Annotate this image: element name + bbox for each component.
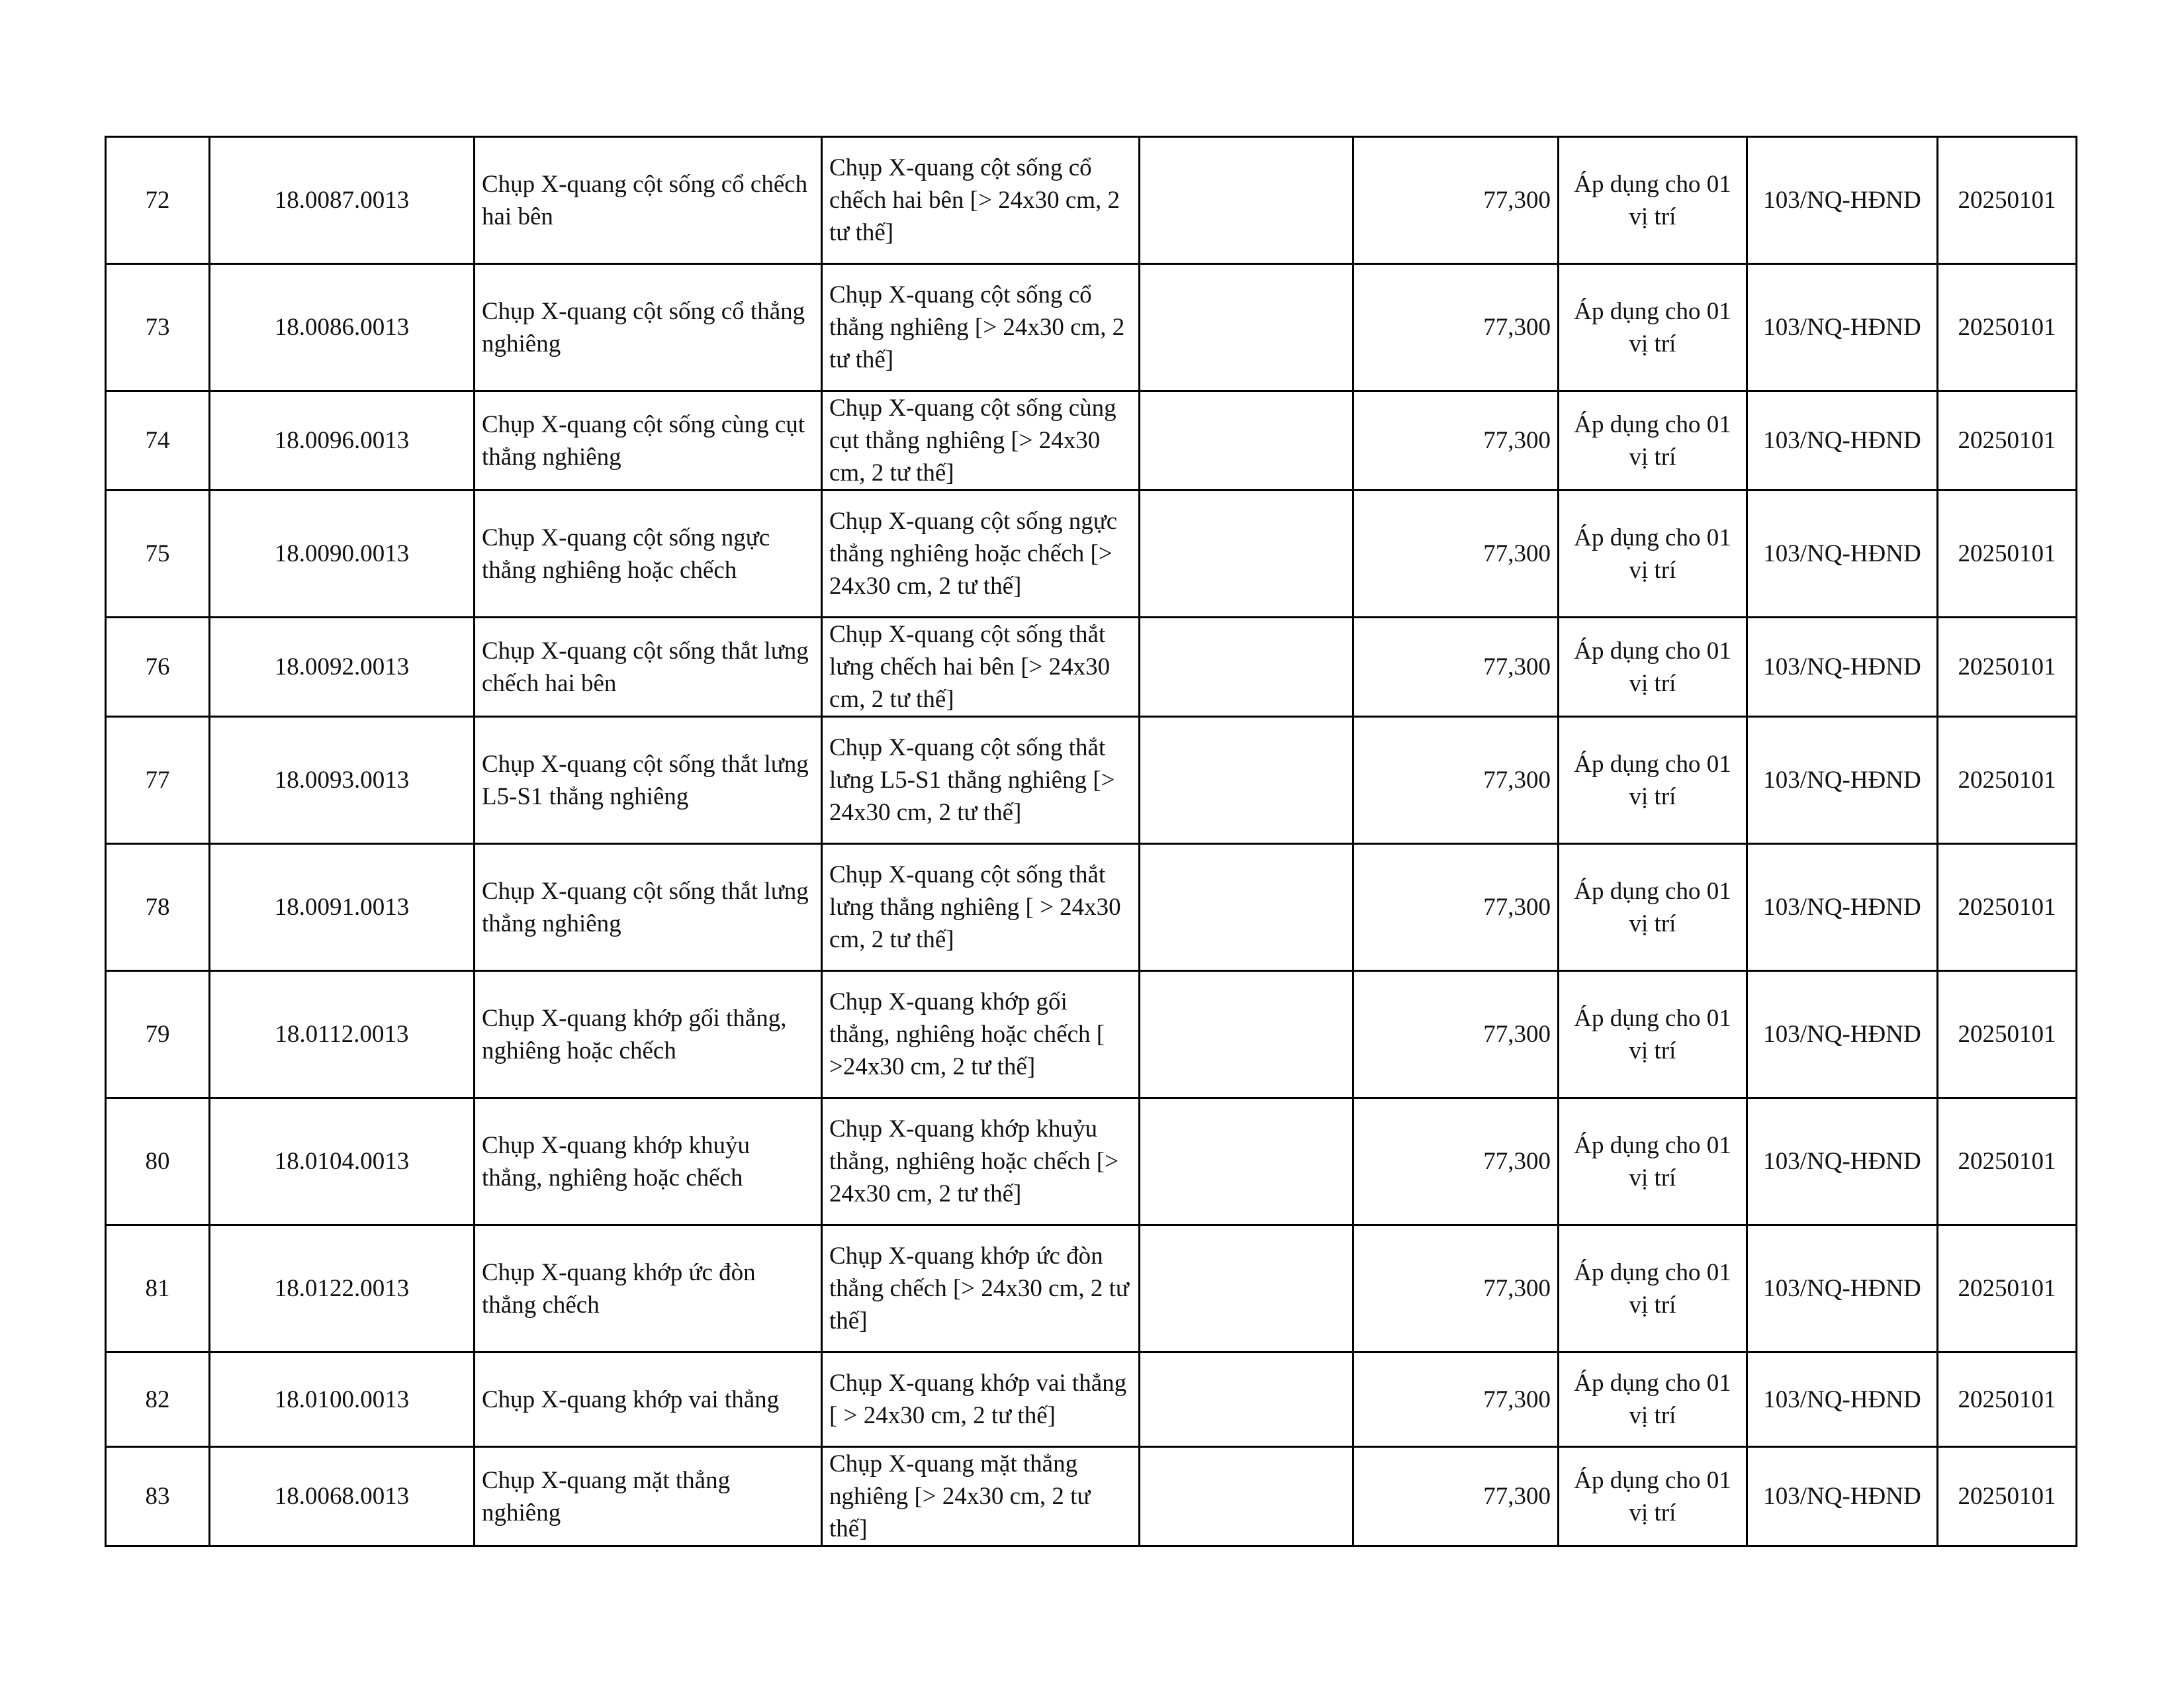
empty-cell: [1140, 491, 1353, 618]
table-row: [106, 971, 2077, 1098]
price-cell: 77,300: [1353, 971, 1559, 1098]
stt-cell: 83: [106, 1447, 210, 1546]
service-name-cell: Chụp X-quang khớp ức đòn thẳng chếch: [475, 1225, 822, 1352]
service-description-cell: Chụp X-quang cột sống cổ chếch hai bên [> 24x30 cm, 2 tư thế]: [822, 137, 1140, 264]
service-name-cell: Chụp X-quang cột sống thắt lưng L5-S1 thẳng nghiêng: [475, 717, 822, 844]
table-row: [106, 1225, 2077, 1352]
empty-cell: [1140, 1098, 1353, 1225]
table-row: [106, 1352, 2077, 1447]
service-name-cell: Chụp X-quang khớp gối thẳng, nghiêng hoặc chếch: [475, 971, 822, 1098]
service-code-cell: 18.0096.0013: [210, 391, 475, 491]
effective-date-cell: 20250101: [1938, 137, 2077, 264]
decision-cell: 103/NQ-HĐND: [1747, 717, 1938, 844]
empty-cell: [1140, 1352, 1353, 1447]
stt-cell: 81: [106, 1225, 210, 1352]
stt-cell: 78: [106, 844, 210, 971]
decision-cell: 103/NQ-HĐND: [1747, 264, 1938, 391]
effective-date-cell: 20250101: [1938, 264, 2077, 391]
decision-cell: 103/NQ-HĐND: [1747, 391, 1938, 491]
effective-date-cell: 20250101: [1938, 618, 2077, 717]
decision-cell: 103/NQ-HĐND: [1747, 137, 1938, 264]
price-cell: 77,300: [1353, 491, 1559, 618]
effective-date-cell: 20250101: [1938, 971, 2077, 1098]
table-row: [106, 491, 2077, 618]
service-name-cell: Chụp X-quang khớp khuỷu thẳng, nghiêng hoặc chếch: [475, 1098, 822, 1225]
price-table: [105, 136, 2077, 1547]
decision-cell: 103/NQ-HĐND: [1747, 491, 1938, 618]
service-description-cell: Chụp X-quang mặt thẳng nghiêng [> 24x30 cm, 2 tư thế]: [822, 1447, 1140, 1546]
empty-cell: [1140, 844, 1353, 971]
note-cell: Áp dụng cho 01 vị trí: [1559, 1098, 1747, 1225]
service-description-cell: Chụp X-quang cột sống thắt lưng chếch hai bên [> 24x30 cm, 2 tư thế]: [822, 618, 1140, 717]
service-description-cell: Chụp X-quang cột sống thắt lưng thẳng nghiêng [ > 24x30 cm, 2 tư thế]: [822, 844, 1140, 971]
effective-date-cell: 20250101: [1938, 1098, 2077, 1225]
note-cell: Áp dụng cho 01 vị trí: [1559, 1352, 1747, 1447]
price-cell: 77,300: [1353, 1225, 1559, 1352]
stt-cell: 80: [106, 1098, 210, 1225]
note-cell: Áp dụng cho 01 vị trí: [1559, 137, 1747, 264]
service-code-cell: 18.0112.0013: [210, 971, 475, 1098]
service-description-cell: Chụp X-quang cột sống ngực thẳng nghiêng hoặc chếch [> 24x30 cm, 2 tư thế]: [822, 491, 1140, 618]
price-cell: 77,300: [1353, 1447, 1559, 1546]
note-cell: Áp dụng cho 01 vị trí: [1559, 264, 1747, 391]
note-cell: Áp dụng cho 01 vị trí: [1559, 971, 1747, 1098]
note-cell: Áp dụng cho 01 vị trí: [1559, 618, 1747, 717]
service-name-cell: Chụp X-quang cột sống ngực thẳng nghiêng hoặc chếch: [475, 491, 822, 618]
stt-cell: 73: [106, 264, 210, 391]
table-row: [106, 137, 2077, 264]
note-cell: Áp dụng cho 01 vị trí: [1559, 391, 1747, 491]
empty-cell: [1140, 971, 1353, 1098]
service-code-cell: 18.0087.0013: [210, 137, 475, 264]
service-name-cell: Chụp X-quang cột sống cổ thẳng nghiêng: [475, 264, 822, 391]
service-description-cell: Chụp X-quang cột sống cổ thẳng nghiêng [> 24x30 cm, 2 tư thế]: [822, 264, 1140, 391]
empty-cell: [1140, 264, 1353, 391]
effective-date-cell: 20250101: [1938, 491, 2077, 618]
decision-cell: 103/NQ-HĐND: [1747, 844, 1938, 971]
service-name-cell: Chụp X-quang cột sống thắt lưng thẳng nghiêng: [475, 844, 822, 971]
service-code-cell: 18.0086.0013: [210, 264, 475, 391]
decision-cell: 103/NQ-HĐND: [1747, 618, 1938, 717]
service-name-cell: Chụp X-quang cột sống cùng cụt thẳng nghiêng: [475, 391, 822, 491]
price-cell: 77,300: [1353, 844, 1559, 971]
price-cell: 77,300: [1353, 1352, 1559, 1447]
effective-date-cell: 20250101: [1938, 717, 2077, 844]
price-cell: 77,300: [1353, 264, 1559, 391]
service-code-cell: 18.0092.0013: [210, 618, 475, 717]
table-row: [106, 264, 2077, 391]
decision-cell: 103/NQ-HĐND: [1747, 1352, 1938, 1447]
service-name-cell: Chụp X-quang cột sống cổ chếch hai bên: [475, 137, 822, 264]
service-description-cell: Chụp X-quang cột sống cùng cụt thẳng nghiêng [> 24x30 cm, 2 tư thế]: [822, 391, 1140, 491]
note-cell: Áp dụng cho 01 vị trí: [1559, 1447, 1747, 1546]
stt-cell: 77: [106, 717, 210, 844]
effective-date-cell: 20250101: [1938, 1225, 2077, 1352]
service-name-cell: Chụp X-quang cột sống thắt lưng chếch hai bên: [475, 618, 822, 717]
stt-cell: 76: [106, 618, 210, 717]
stt-cell: 72: [106, 137, 210, 264]
service-description-cell: Chụp X-quang khớp ức đòn thẳng chếch [> 24x30 cm, 2 tư thế]: [822, 1225, 1140, 1352]
decision-cell: 103/NQ-HĐND: [1747, 1447, 1938, 1546]
service-code-cell: 18.0122.0013: [210, 1225, 475, 1352]
table-row: [106, 618, 2077, 717]
note-cell: Áp dụng cho 01 vị trí: [1559, 491, 1747, 618]
table-row: [106, 717, 2077, 844]
service-name-cell: Chụp X-quang mặt thẳng nghiêng: [475, 1447, 822, 1546]
empty-cell: [1140, 391, 1353, 491]
service-description-cell: Chụp X-quang khớp gối thẳng, nghiêng hoặc chếch [ >24x30 cm, 2 tư thế]: [822, 971, 1140, 1098]
table-row: [106, 391, 2077, 491]
decision-cell: 103/NQ-HĐND: [1747, 1225, 1938, 1352]
table-row: [106, 1098, 2077, 1225]
effective-date-cell: 20250101: [1938, 1447, 2077, 1546]
decision-cell: 103/NQ-HĐND: [1747, 971, 1938, 1098]
service-code-cell: 18.0068.0013: [210, 1447, 475, 1546]
service-description-cell: Chụp X-quang khớp vai thẳng [ > 24x30 cm, 2 tư thế]: [822, 1352, 1140, 1447]
table-row: [106, 1447, 2077, 1546]
empty-cell: [1140, 137, 1353, 264]
note-cell: Áp dụng cho 01 vị trí: [1559, 844, 1747, 971]
stt-cell: 74: [106, 391, 210, 491]
service-code-cell: 18.0104.0013: [210, 1098, 475, 1225]
stt-cell: 82: [106, 1352, 210, 1447]
price-cell: 77,300: [1353, 137, 1559, 264]
effective-date-cell: 20250101: [1938, 391, 2077, 491]
decision-cell: 103/NQ-HĐND: [1747, 1098, 1938, 1225]
price-cell: 77,300: [1353, 391, 1559, 491]
note-cell: Áp dụng cho 01 vị trí: [1559, 717, 1747, 844]
stt-cell: 75: [106, 491, 210, 618]
note-cell: Áp dụng cho 01 vị trí: [1559, 1225, 1747, 1352]
service-code-cell: 18.0091.0013: [210, 844, 475, 971]
service-name-cell: Chụp X-quang khớp vai thẳng: [475, 1352, 822, 1447]
service-description-cell: Chụp X-quang khớp khuỷu thẳng, nghiêng hoặc chếch [> 24x30 cm, 2 tư thế]: [822, 1098, 1140, 1225]
service-code-cell: 18.0090.0013: [210, 491, 475, 618]
service-description-cell: Chụp X-quang cột sống thắt lưng L5-S1 thẳng nghiêng [> 24x30 cm, 2 tư thế]: [822, 717, 1140, 844]
price-cell: 77,300: [1353, 1098, 1559, 1225]
effective-date-cell: 20250101: [1938, 1352, 2077, 1447]
empty-cell: [1140, 618, 1353, 717]
table-row: [106, 844, 2077, 971]
empty-cell: [1140, 1225, 1353, 1352]
price-cell: 77,300: [1353, 717, 1559, 844]
service-code-cell: 18.0093.0013: [210, 717, 475, 844]
effective-date-cell: 20250101: [1938, 844, 2077, 971]
service-code-cell: 18.0100.0013: [210, 1352, 475, 1447]
price-cell: 77,300: [1353, 618, 1559, 717]
stt-cell: 79: [106, 971, 210, 1098]
empty-cell: [1140, 1447, 1353, 1546]
empty-cell: [1140, 717, 1353, 844]
